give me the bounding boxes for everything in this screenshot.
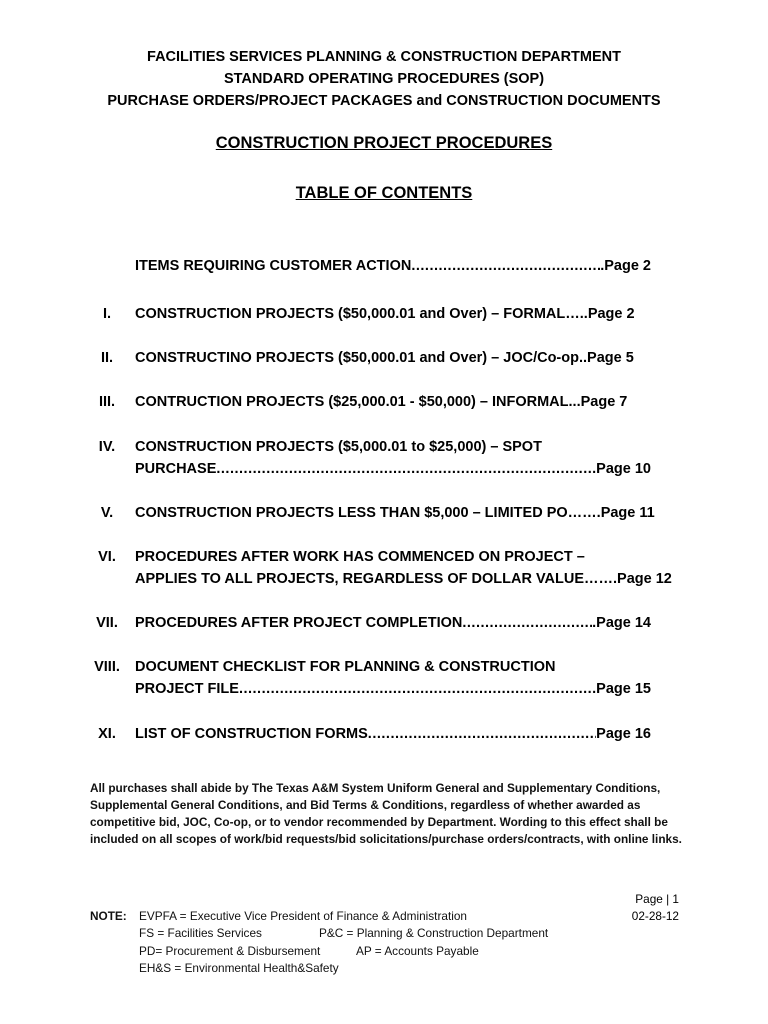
abbrev-ap: AP = Accounts Payable (356, 944, 479, 958)
toc-page-ref: .Page 14 (592, 615, 651, 631)
department-heading: FACILITIES SERVICES PLANNING & CONSTRUCTION DEPARTMENT (147, 49, 621, 65)
revision-date: 02-28-12 (631, 909, 679, 923)
toc-heading: TABLE OF CONTENTS (295, 184, 473, 202)
toc-page-ref: ..Page 5 (578, 350, 634, 366)
toc-line (135, 571, 672, 587)
toc-entry-text: PROJECT FILE (135, 681, 239, 697)
toc-section-number: VI. (98, 549, 116, 565)
document-title: CONSTRUCTION PROJECT PROCEDURES (215, 134, 553, 152)
toc-page-ref: …….Page 11 (567, 505, 655, 521)
toc-leader-dots (216, 461, 592, 477)
toc-line (135, 659, 651, 675)
abbrev-pd: PD= Procurement & Disbursement (139, 944, 321, 958)
toc-entry-text: PROCEDURES AFTER WORK HAS COMMENCED ON PROJECT – (135, 549, 585, 565)
subject-heading: PURCHASE ORDERS/PROJECT PACKAGES and CONSTRUCTION DOCUMENTS (107, 93, 661, 109)
abbrev-fs: FS = Facilities Services (139, 926, 262, 940)
toc-entry-text: CONTRUCTION PROJECTS ($25,000.01 - $50,000) – INFORMAL (135, 394, 569, 410)
toc-leader-dots (462, 615, 592, 631)
abbrev-evpfa: EVPFA = Executive Vice President of Finance & Administration (139, 909, 467, 923)
toc-line (135, 461, 651, 477)
toc-section-number: VII. (96, 615, 118, 631)
toc-leader-dots (368, 726, 596, 742)
toc-leader-dots (239, 681, 596, 697)
toc-page-ref: Page 15 (596, 681, 651, 697)
abbrev-pc: P&C = Planning & Construction Department (319, 926, 549, 940)
toc-section-number: IV. (98, 439, 116, 455)
toc-line (135, 439, 651, 455)
toc-line (135, 394, 651, 410)
page-number: Page | 1 (635, 892, 679, 906)
toc-page-ref: Page 16 (596, 726, 651, 742)
toc-entry-text: CONSTRUCTION PROJECTS ($5,000.01 to $25,000) – SPOT (135, 439, 542, 455)
toc-entry-text: CONSTRUCTINO PROJECTS ($50,000.01 and Over) – JOC/Co-op (135, 350, 579, 366)
toc-page-ref: .Page 2 (600, 258, 651, 274)
toc-page-ref: .Page 10 (592, 461, 651, 477)
abbrev-ehs: EH&S = Environmental Health&Safety (139, 961, 339, 975)
toc-section-number: VIII. (94, 659, 120, 675)
toc-line (135, 258, 651, 274)
toc-line (135, 350, 651, 366)
toc-page-ref: …….Page 12 (584, 571, 672, 587)
toc-entry-text: PURCHASE (135, 461, 217, 477)
toc-entry-text: CONSTRUCTION PROJECTS LESS THAN $5,000 – LIMITED PO (135, 505, 568, 521)
toc-line (135, 306, 651, 322)
toc-section-number: V. (100, 505, 114, 521)
toc-entry-text: ITEMS REQUIRING CUSTOMER ACTION (135, 258, 412, 274)
toc-line (135, 681, 651, 697)
toc-entry-text: DOCUMENT CHECKLIST FOR PLANNING & CONSTRUCTION (135, 659, 556, 675)
toc-entry-text: CONSTRUCTION PROJECTS ($50,000.01 and Over) – FORMAL (135, 306, 566, 322)
toc-line (135, 726, 651, 742)
toc-section-number: XI. (98, 726, 116, 742)
toc-section-number: II. (100, 350, 114, 366)
sop-heading: STANDARD OPERATING PROCEDURES (SOP) (223, 71, 545, 87)
toc-line (135, 549, 651, 565)
toc-entry-text: LIST OF CONSTRUCTION FORMS (135, 726, 368, 742)
toc-page-ref: ...Page 7 (568, 394, 628, 410)
toc-entry-text: PROCEDURES AFTER PROJECT COMPLETION (135, 615, 463, 631)
note-label: NOTE: (90, 909, 127, 923)
toc-entry-text: APPLIES TO ALL PROJECTS, REGARDLESS OF DOLLAR VALUE (135, 571, 585, 587)
toc-line (135, 615, 651, 631)
toc-leader-dots (411, 258, 600, 274)
toc-page-ref: …..Page 2 (565, 306, 635, 322)
toc-line (135, 505, 655, 521)
toc-section-number: I. (102, 306, 112, 322)
compliance-note-paragraph: All purchases shall abide by The Texas A&M System Uniform General and Supplementary Conditions, Supplemental General Conditions, and Bid Terms & Conditions, regardless of whether awarded as competitive bid, JOC, Co-op, or to vendor recommended by Department. Wording to this effect shall be included on all scopes of work/bid requests/bid solicitations/purchase orders/contracts, with online links. (90, 781, 682, 846)
toc-section-number: III. (98, 394, 116, 410)
